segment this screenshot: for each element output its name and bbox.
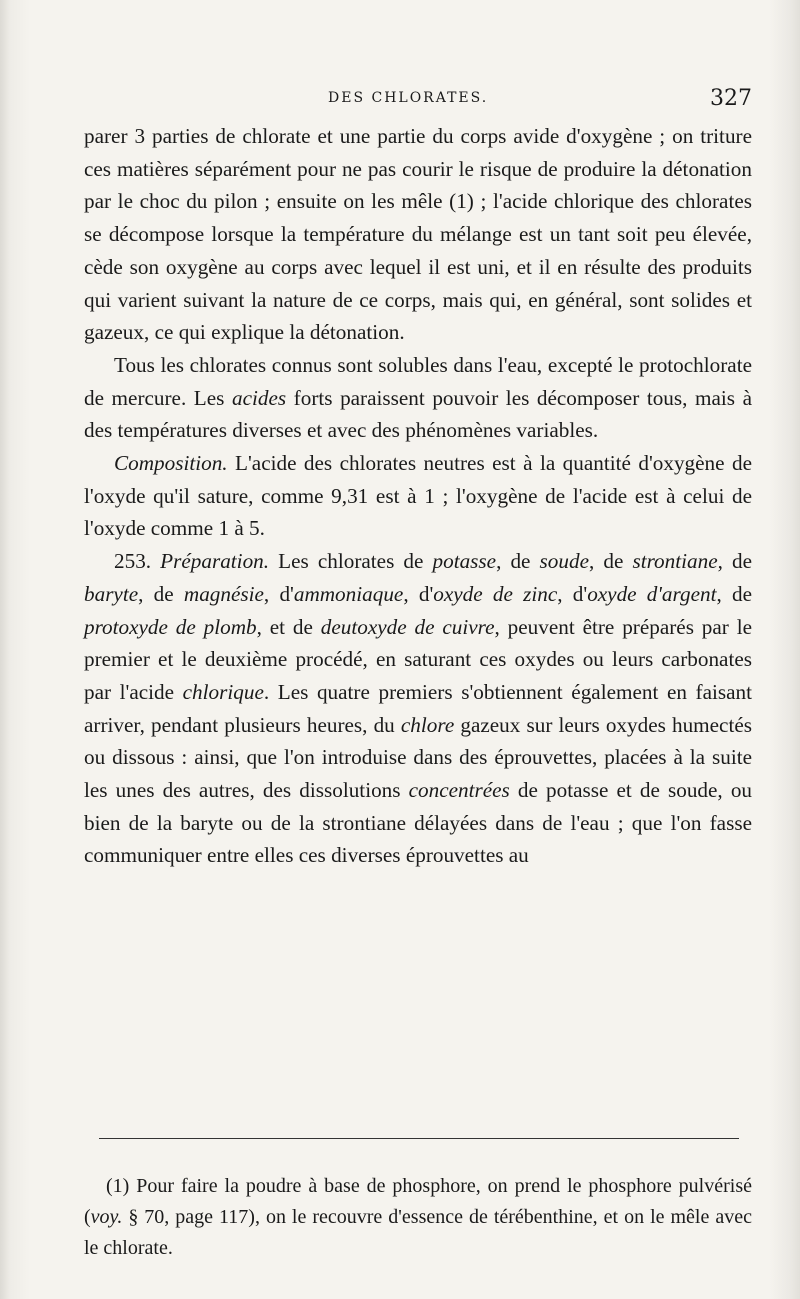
text-run: forts paraissent pouvoir les décomposer tous, mais à des températures diverses et avec des phénomènes variables. (84, 385, 752, 443)
italic-text-run: chlorique (182, 679, 264, 704)
italic-text-run: Composition. (114, 451, 228, 476)
running-title: DES CHLORATES. (328, 90, 489, 106)
page-number: 327 (710, 86, 752, 111)
text-run: gazeux sur leurs oxydes humectés ou dissous : ainsi, que l'on introduise dans des éprouvettes, placées à la suite les unes des autres, des dissolutions (84, 712, 752, 803)
text-run: de potasse et de soude, ou bien de la baryte ou de la strontiane délayées dans de l'eau ; que l'on fasse communiquer entre elles ces diverses éprouvettes au (84, 778, 753, 868)
footnote (84, 1171, 752, 1264)
italic-text-run: Préparation. (160, 549, 270, 574)
text-run: , de (496, 549, 540, 574)
footnote-separator (99, 1138, 739, 1139)
italic-text-run: deutoxyde de cuivre (320, 614, 495, 639)
text-run: , peuvent être préparés par le premier et le deuxième procédé, en saturant ces oxydes ou leurs carbonates par l'acide (84, 614, 753, 704)
paragraph (84, 349, 752, 447)
text-run: (1) Pour faire la poudre à base de phosphore, on prend le phosphore pulvérisé ( (84, 1175, 752, 1228)
main-text (84, 120, 752, 872)
italic-text-run: chlore (400, 712, 455, 737)
text-run: Tous les chlorates connus sont solubles dans l'eau, excepté le protochlorate de mercure. Les (84, 352, 752, 410)
italic-text-run: baryte (84, 581, 139, 606)
text-run: , et de (256, 614, 321, 639)
paragraph (84, 120, 752, 349)
text-run: Les chlorates de (269, 549, 433, 574)
paragraph (84, 545, 752, 872)
text-run: , d' (263, 581, 294, 606)
text-run: parer 3 parties de chlorate et une partie du corps avide d'oxygène ; on triture ces matières séparément pour ne pas courir le risque de produire la détonation par le choc du pilon ; ensuite on les mêle (1) ; l'acide chlorique des chlorates se décompose lorsque la température du mélange est un tant soit peu élevée, cède son oxygène au corps avec lequel il est uni, et il en résulte des produits qui varient suivant la nature de ce corps, mais qui, en général, sont solides et gazeux, ce qui explique la détonation. (84, 124, 752, 345)
text-run: , d' (403, 581, 434, 606)
italic-text-run: concentrées (408, 778, 510, 803)
italic-text-run: ammoniaque (293, 581, 404, 606)
text-run: , de (716, 581, 752, 606)
page-header (84, 86, 752, 116)
text-run: , de (138, 581, 184, 606)
italic-text-run: oxyde d'argent (587, 581, 717, 606)
text-run: , de (588, 549, 633, 574)
paragraph (84, 447, 752, 545)
italic-text-run: voy. (90, 1206, 123, 1228)
italic-text-run: protoxyde de plomb (84, 614, 257, 639)
italic-text-run: strontiane (632, 549, 718, 574)
text-run: § 70, page 117), on le recouvre d'essence de térébenthine, et on le mêle avec le chlorate. (84, 1206, 752, 1259)
italic-text-run: soude (539, 549, 589, 574)
text-run: , d' (557, 581, 588, 606)
text-run: L'acide des chlorates neutres est à la quantité d'oxygène de l'oxyde qu'il sature, comme 9,31 est à 1 ; l'oxygène de l'acide est à celui de l'oxyde comme 1 à 5. (84, 451, 752, 541)
italic-text-run: magnésie (183, 581, 264, 606)
text-run: . Les quatre premiers s'obtiennent également en faisant arriver, pendant plusieurs heures, du (84, 679, 753, 737)
italic-text-run: acides (231, 385, 287, 410)
text-run: , de (717, 549, 753, 574)
italic-text-run: oxyde de zinc (433, 581, 558, 606)
italic-text-run: potasse (432, 549, 497, 574)
text-run: 253. (114, 549, 161, 574)
